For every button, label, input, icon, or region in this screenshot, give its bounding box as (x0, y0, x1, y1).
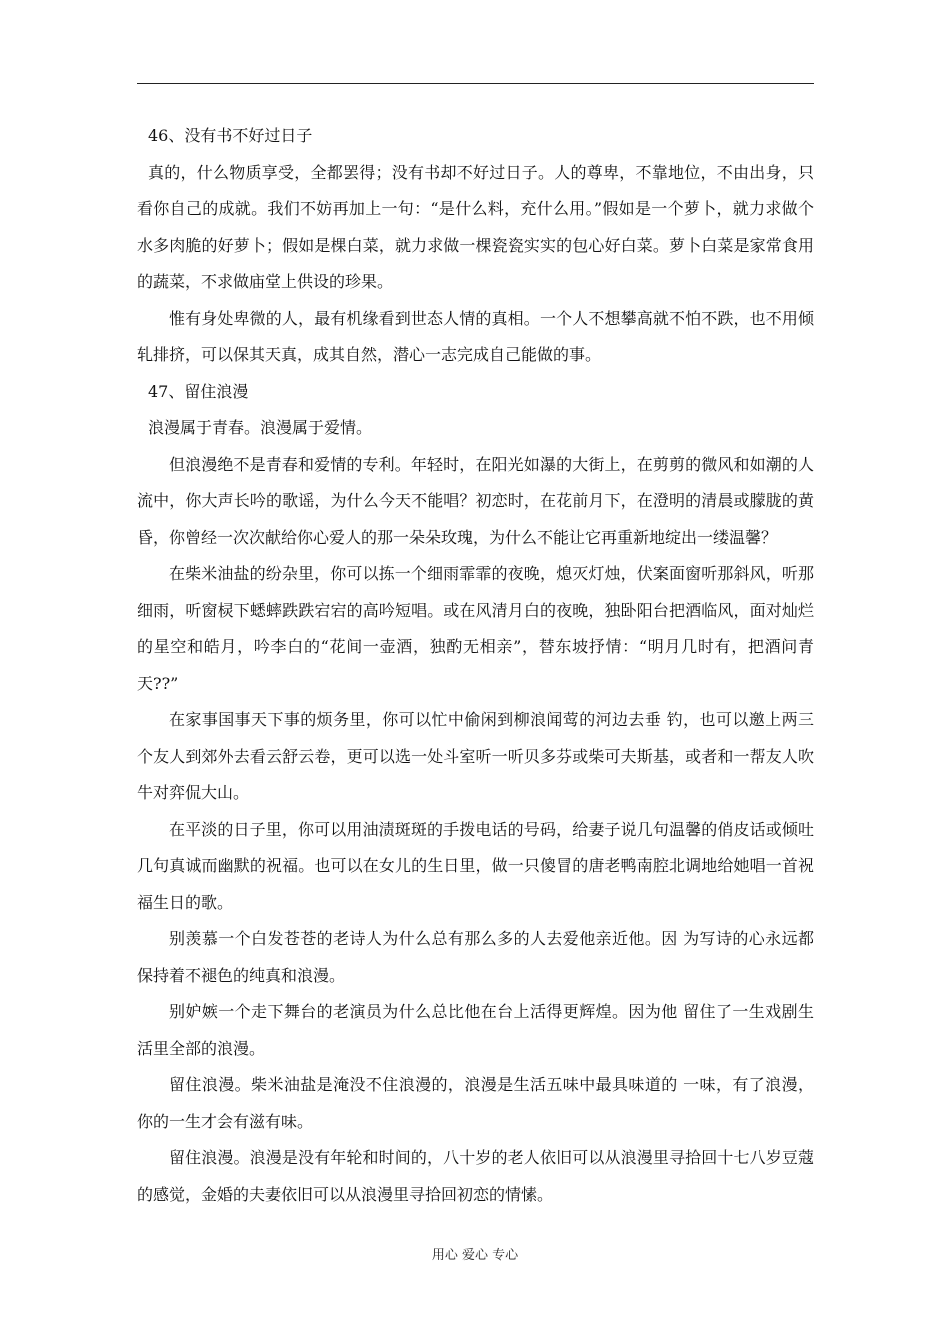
paragraph: 在家事国事天下事的烦务里，你可以忙中偷闲到柳浪闻莺的河边去垂 钓，也可以邀上两三个友人到郊外去看云舒云卷，更可以选一处斗室听一听贝多芬或柴可夫斯基，或者和一帮友人吹牛对弈侃大山。 (137, 710, 814, 802)
paragraph: 惟有身处卑微的人，最有机缘看到世态人情的真相。一个人不想攀高就不怕不跌，也不用倾轧排挤，可以保其天真，成其自然，潜心一志完成自己能做的事。 (137, 308, 814, 364)
document-body (137, 118, 814, 1213)
paragraph: 在平淡的日子里，你可以用油渍斑斑的手拨电话的号码，给妻子说几句温馨的俏皮话或倾吐几句真诚而幽默的祝福。也可以在女儿的生日里，做一只傻冒的唐老鸭南腔北调地给她唱一首祝福生日的歌。 (137, 819, 814, 912)
paragraph: 别妒嫉一个走下舞台的老演员为什么总比他在台上活得更辉煌。因为他 留住了一生戏剧生活里全部的浪漫。 (137, 1002, 814, 1058)
section-heading-47: 47、留住浪漫 (148, 381, 249, 401)
paragraph: 但浪漫绝不是青春和爱情的专利。年轻时，在阳光如瀑的大街上，在剪剪的微风和如潮的人流中，你大声长吟的歌谣，为什么今天不能唱？初恋时，在花前月下，在澄明的清晨或朦胧的黄昏，你曾经一次次献给你心爱人的那一朵朵玫瑰，为什么不能让它再重新地绽出一缕温馨？ (137, 454, 814, 547)
paragraph: 浪漫属于青春。浪漫属于爱情。 (148, 418, 373, 437)
paragraph: 真的，什么物质享受，全都罢得；没有书却不好过日子。人的尊卑，不靠地位，不由出身，只看你自己的成就。我们不妨再加上一句：“是什么料，充什么用。”假如是一个萝卜，就力求做个水多肉脆的好萝卜；假如是棵白菜，就力求做一棵瓷瓷实实的包心好白菜。萝卜白菜是家常食用的蔬菜，不求做庙堂上供设的珍果。 (137, 162, 814, 291)
section-heading-46: 46、没有书不好过日子 (148, 126, 313, 145)
header-rule (137, 83, 814, 84)
paragraph: 在柴米油盐的纷杂里，你可以拣一个细雨霏霏的夜晚，熄灭灯烛，伏案面窗听那斜风，听那细雨，听窗棂下蟋蟀跌跌宕宕的高吟短唱。或在风清月白的夜晚，独卧阳台把酒临风，面对灿烂的星空和皓月，吟李白的“花间一壶酒，独酌无相亲”，替东坡抒情：“明月几时有，把酒问青天??” (137, 564, 814, 693)
page-footer: 用心 爱心 专心 (431, 1248, 519, 1263)
paragraph: 留住浪漫。柴米油盐是淹没不住浪漫的，浪漫是生活五味中最具味道的 一味，有了浪漫，你的一生才会有滋有味。 (137, 1075, 814, 1131)
paragraph: 别羡慕一个白发苍苍的老诗人为什么总有那么多的人去爱他亲近他。因 为写诗的心永远都保持着不褪色的纯真和浪漫。 (137, 929, 814, 985)
paragraph: 留住浪漫。浪漫是没有年轮和时间的，八十岁的老人依旧可以从浪漫里寻拾回十七八岁豆蔻的感觉，金婚的夫妻依旧可以从浪漫里寻拾回初恋的情愫。 (137, 1148, 814, 1204)
